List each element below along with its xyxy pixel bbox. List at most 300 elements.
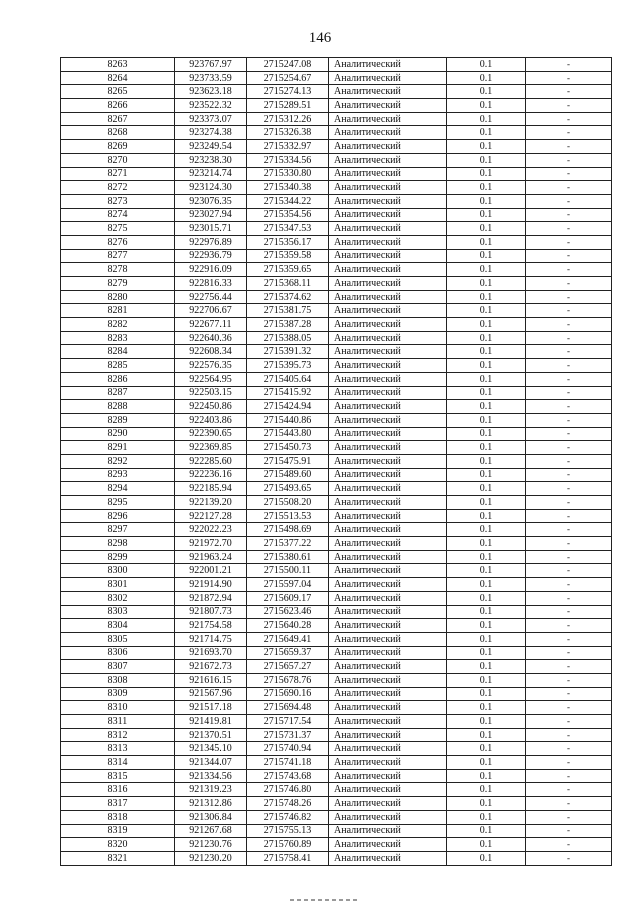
table-row — [61, 742, 612, 756]
x-coordinate-cell: 921319.23 — [175, 783, 247, 797]
y-coordinate-cell: 2715391.32 — [247, 345, 329, 359]
method-cell: Аналитический — [329, 550, 447, 564]
y-coordinate-cell: 2715354.56 — [247, 208, 329, 222]
x-coordinate-cell: 921345.10 — [175, 742, 247, 756]
y-coordinate-cell: 2715405.64 — [247, 372, 329, 386]
method-cell: Аналитический — [329, 413, 447, 427]
method-cell: Аналитический — [329, 797, 447, 811]
table-row — [61, 824, 612, 838]
accuracy-cell: 0.1 — [447, 181, 526, 195]
method-cell: Аналитический — [329, 249, 447, 263]
table-row — [61, 509, 612, 523]
x-coordinate-cell: 922916.09 — [175, 263, 247, 277]
y-coordinate-cell: 2715424.94 — [247, 400, 329, 414]
accuracy-cell: 0.1 — [447, 578, 526, 592]
method-cell: Аналитический — [329, 496, 447, 510]
table-row — [61, 318, 612, 332]
x-coordinate-cell: 922022.23 — [175, 523, 247, 537]
point-number-cell: 8293 — [61, 468, 175, 482]
accuracy-cell: 0.1 — [447, 290, 526, 304]
method-cell: Аналитический — [329, 591, 447, 605]
x-coordinate-cell: 922403.86 — [175, 413, 247, 427]
x-coordinate-cell: 921370.51 — [175, 728, 247, 742]
point-number-cell: 8302 — [61, 591, 175, 605]
note-cell: - — [526, 824, 612, 838]
point-number-cell: 8271 — [61, 167, 175, 181]
y-coordinate-cell: 2715388.05 — [247, 331, 329, 345]
note-cell: - — [526, 660, 612, 674]
method-cell: Аналитический — [329, 660, 447, 674]
y-coordinate-cell: 2715690.16 — [247, 687, 329, 701]
accuracy-cell: 0.1 — [447, 646, 526, 660]
x-coordinate-cell: 922369.85 — [175, 441, 247, 455]
table-row — [61, 797, 612, 811]
method-cell: Аналитический — [329, 468, 447, 482]
table-row — [61, 660, 612, 674]
note-cell: - — [526, 427, 612, 441]
point-number-cell: 8279 — [61, 277, 175, 291]
point-number-cell: 8300 — [61, 564, 175, 578]
x-coordinate-cell: 922706.67 — [175, 304, 247, 318]
y-coordinate-cell: 2715368.11 — [247, 277, 329, 291]
y-coordinate-cell: 2715475.91 — [247, 454, 329, 468]
x-coordinate-cell: 921963.24 — [175, 550, 247, 564]
note-cell: - — [526, 359, 612, 373]
table-row — [61, 304, 612, 318]
point-number-cell: 8303 — [61, 605, 175, 619]
y-coordinate-cell: 2715513.53 — [247, 509, 329, 523]
note-cell: - — [526, 331, 612, 345]
note-cell: - — [526, 167, 612, 181]
accuracy-cell: 0.1 — [447, 783, 526, 797]
x-coordinate-cell: 921616.15 — [175, 673, 247, 687]
table-row — [61, 482, 612, 496]
note-cell: - — [526, 482, 612, 496]
method-cell: Аналитический — [329, 153, 447, 167]
x-coordinate-cell: 921419.81 — [175, 715, 247, 729]
accuracy-cell: 0.1 — [447, 359, 526, 373]
note-cell: - — [526, 454, 612, 468]
accuracy-cell: 0.1 — [447, 318, 526, 332]
accuracy-cell: 0.1 — [447, 441, 526, 455]
x-coordinate-cell: 922450.86 — [175, 400, 247, 414]
accuracy-cell: 0.1 — [447, 550, 526, 564]
x-coordinate-cell: 922608.34 — [175, 345, 247, 359]
y-coordinate-cell: 2715359.58 — [247, 249, 329, 263]
accuracy-cell: 0.1 — [447, 400, 526, 414]
method-cell: Аналитический — [329, 331, 447, 345]
x-coordinate-cell: 923733.59 — [175, 71, 247, 85]
accuracy-cell: 0.1 — [447, 331, 526, 345]
point-number-cell: 8299 — [61, 550, 175, 564]
note-cell: - — [526, 742, 612, 756]
note-cell: - — [526, 496, 612, 510]
table-row — [61, 194, 612, 208]
table-row — [61, 181, 612, 195]
point-number-cell: 8313 — [61, 742, 175, 756]
method-cell: Аналитический — [329, 619, 447, 633]
table-row — [61, 496, 612, 510]
accuracy-cell: 0.1 — [447, 85, 526, 99]
y-coordinate-cell: 2715359.65 — [247, 263, 329, 277]
table-row — [61, 838, 612, 852]
y-coordinate-cell: 2715274.13 — [247, 85, 329, 99]
note-cell: - — [526, 112, 612, 126]
point-number-cell: 8264 — [61, 71, 175, 85]
accuracy-cell: 0.1 — [447, 372, 526, 386]
y-coordinate-cell: 2715489.60 — [247, 468, 329, 482]
note-cell: - — [526, 838, 612, 852]
x-coordinate-cell: 922185.94 — [175, 482, 247, 496]
table-row — [61, 331, 612, 345]
x-coordinate-cell: 923015.71 — [175, 222, 247, 236]
y-coordinate-cell: 2715500.11 — [247, 564, 329, 578]
accuracy-cell: 0.1 — [447, 235, 526, 249]
point-number-cell: 8280 — [61, 290, 175, 304]
table-row — [61, 85, 612, 99]
point-number-cell: 8268 — [61, 126, 175, 140]
method-cell: Аналитический — [329, 181, 447, 195]
table-row — [61, 591, 612, 605]
table-row — [61, 427, 612, 441]
method-cell: Аналитический — [329, 454, 447, 468]
accuracy-cell: 0.1 — [447, 591, 526, 605]
x-coordinate-cell: 921306.84 — [175, 810, 247, 824]
y-coordinate-cell: 2715493.65 — [247, 482, 329, 496]
x-coordinate-cell: 922936.79 — [175, 249, 247, 263]
method-cell: Аналитический — [329, 71, 447, 85]
point-number-cell: 8266 — [61, 99, 175, 113]
table-row — [61, 468, 612, 482]
note-cell: - — [526, 263, 612, 277]
coordinates-table — [60, 57, 612, 866]
note-cell: - — [526, 413, 612, 427]
y-coordinate-cell: 2715678.76 — [247, 673, 329, 687]
accuracy-cell: 0.1 — [447, 728, 526, 742]
point-number-cell: 8281 — [61, 304, 175, 318]
method-cell: Аналитический — [329, 194, 447, 208]
accuracy-cell: 0.1 — [447, 208, 526, 222]
table-row — [61, 71, 612, 85]
method-cell: Аналитический — [329, 605, 447, 619]
point-number-cell: 8301 — [61, 578, 175, 592]
table-row — [61, 578, 612, 592]
point-number-cell: 8274 — [61, 208, 175, 222]
x-coordinate-cell: 922285.60 — [175, 454, 247, 468]
table-row — [61, 153, 612, 167]
point-number-cell: 8304 — [61, 619, 175, 633]
table-row — [61, 208, 612, 222]
note-cell: - — [526, 441, 612, 455]
accuracy-cell: 0.1 — [447, 632, 526, 646]
y-coordinate-cell: 2715740.94 — [247, 742, 329, 756]
y-coordinate-cell: 2715508.20 — [247, 496, 329, 510]
x-coordinate-cell: 922503.15 — [175, 386, 247, 400]
y-coordinate-cell: 2715380.61 — [247, 550, 329, 564]
y-coordinate-cell: 2715395.73 — [247, 359, 329, 373]
accuracy-cell: 0.1 — [447, 153, 526, 167]
point-number-cell: 8292 — [61, 454, 175, 468]
x-coordinate-cell: 922139.20 — [175, 496, 247, 510]
x-coordinate-cell: 923214.74 — [175, 167, 247, 181]
x-coordinate-cell: 921267.68 — [175, 824, 247, 838]
y-coordinate-cell: 2715254.67 — [247, 71, 329, 85]
table-row — [61, 564, 612, 578]
table-row — [61, 167, 612, 181]
note-cell: - — [526, 468, 612, 482]
point-number-cell: 8312 — [61, 728, 175, 742]
accuracy-cell: 0.1 — [447, 619, 526, 633]
method-cell: Аналитический — [329, 304, 447, 318]
x-coordinate-cell: 922236.16 — [175, 468, 247, 482]
x-coordinate-cell: 921334.56 — [175, 769, 247, 783]
point-number-cell: 8309 — [61, 687, 175, 701]
table-row — [61, 263, 612, 277]
table-row — [61, 783, 612, 797]
x-coordinate-cell: 921517.18 — [175, 701, 247, 715]
note-cell: - — [526, 509, 612, 523]
method-cell: Аналитический — [329, 126, 447, 140]
method-cell: Аналитический — [329, 509, 447, 523]
table-row — [61, 235, 612, 249]
method-cell: Аналитический — [329, 482, 447, 496]
method-cell: Аналитический — [329, 99, 447, 113]
accuracy-cell: 0.1 — [447, 673, 526, 687]
method-cell: Аналитический — [329, 112, 447, 126]
x-coordinate-cell: 921972.70 — [175, 537, 247, 551]
point-number-cell: 8286 — [61, 372, 175, 386]
accuracy-cell: 0.1 — [447, 742, 526, 756]
point-number-cell: 8275 — [61, 222, 175, 236]
note-cell: - — [526, 851, 612, 865]
x-coordinate-cell: 921807.73 — [175, 605, 247, 619]
note-cell: - — [526, 783, 612, 797]
accuracy-cell: 0.1 — [447, 194, 526, 208]
table-row — [61, 372, 612, 386]
note-cell: - — [526, 756, 612, 770]
y-coordinate-cell: 2715387.28 — [247, 318, 329, 332]
x-coordinate-cell: 921754.58 — [175, 619, 247, 633]
x-coordinate-cell: 921672.73 — [175, 660, 247, 674]
point-number-cell: 8269 — [61, 140, 175, 154]
x-coordinate-cell: 922640.36 — [175, 331, 247, 345]
accuracy-cell: 0.1 — [447, 222, 526, 236]
method-cell: Аналитический — [329, 58, 447, 72]
y-coordinate-cell: 2715640.28 — [247, 619, 329, 633]
y-coordinate-cell: 2715741.18 — [247, 756, 329, 770]
y-coordinate-cell: 2715443.80 — [247, 427, 329, 441]
table-row — [61, 550, 612, 564]
point-number-cell: 8316 — [61, 783, 175, 797]
coordinates-table-body — [61, 58, 612, 866]
x-coordinate-cell: 922677.11 — [175, 318, 247, 332]
point-number-cell: 8263 — [61, 58, 175, 72]
table-row — [61, 277, 612, 291]
point-number-cell: 8291 — [61, 441, 175, 455]
table-row — [61, 140, 612, 154]
point-number-cell: 8295 — [61, 496, 175, 510]
point-number-cell: 8321 — [61, 851, 175, 865]
note-cell: - — [526, 728, 612, 742]
method-cell: Аналитический — [329, 578, 447, 592]
point-number-cell: 8282 — [61, 318, 175, 332]
x-coordinate-cell: 923249.54 — [175, 140, 247, 154]
accuracy-cell: 0.1 — [447, 838, 526, 852]
note-cell: - — [526, 619, 612, 633]
x-coordinate-cell: 922756.44 — [175, 290, 247, 304]
accuracy-cell: 0.1 — [447, 454, 526, 468]
method-cell: Аналитический — [329, 564, 447, 578]
note-cell: - — [526, 673, 612, 687]
point-number-cell: 8296 — [61, 509, 175, 523]
method-cell: Аналитический — [329, 167, 447, 181]
accuracy-cell: 0.1 — [447, 824, 526, 838]
accuracy-cell: 0.1 — [447, 71, 526, 85]
note-cell: - — [526, 715, 612, 729]
y-coordinate-cell: 2715659.37 — [247, 646, 329, 660]
point-number-cell: 8277 — [61, 249, 175, 263]
table-row — [61, 345, 612, 359]
x-coordinate-cell: 923274.38 — [175, 126, 247, 140]
y-coordinate-cell: 2715755.13 — [247, 824, 329, 838]
y-coordinate-cell: 2715326.38 — [247, 126, 329, 140]
point-number-cell: 8270 — [61, 153, 175, 167]
x-coordinate-cell: 921914.90 — [175, 578, 247, 592]
point-number-cell: 8307 — [61, 660, 175, 674]
accuracy-cell: 0.1 — [447, 509, 526, 523]
x-coordinate-cell: 922390.65 — [175, 427, 247, 441]
point-number-cell: 8289 — [61, 413, 175, 427]
method-cell: Аналитический — [329, 851, 447, 865]
note-cell: - — [526, 153, 612, 167]
accuracy-cell: 0.1 — [447, 756, 526, 770]
note-cell: - — [526, 386, 612, 400]
point-number-cell: 8284 — [61, 345, 175, 359]
note-cell: - — [526, 810, 612, 824]
y-coordinate-cell: 2715609.17 — [247, 591, 329, 605]
method-cell: Аналитический — [329, 715, 447, 729]
accuracy-cell: 0.1 — [447, 99, 526, 113]
x-coordinate-cell: 921693.70 — [175, 646, 247, 660]
method-cell: Аналитический — [329, 345, 447, 359]
x-coordinate-cell: 923076.35 — [175, 194, 247, 208]
table-row — [61, 386, 612, 400]
y-coordinate-cell: 2715415.92 — [247, 386, 329, 400]
footer-stamp-mark — [290, 899, 360, 901]
table-row — [61, 605, 612, 619]
note-cell: - — [526, 194, 612, 208]
table-row — [61, 99, 612, 113]
x-coordinate-cell: 921312.86 — [175, 797, 247, 811]
point-number-cell: 8283 — [61, 331, 175, 345]
y-coordinate-cell: 2715717.54 — [247, 715, 329, 729]
y-coordinate-cell: 2715440.86 — [247, 413, 329, 427]
method-cell: Аналитический — [329, 838, 447, 852]
note-cell: - — [526, 85, 612, 99]
method-cell: Аналитический — [329, 140, 447, 154]
note-cell: - — [526, 646, 612, 660]
y-coordinate-cell: 2715330.80 — [247, 167, 329, 181]
x-coordinate-cell: 922001.21 — [175, 564, 247, 578]
table-row — [61, 413, 612, 427]
note-cell: - — [526, 58, 612, 72]
accuracy-cell: 0.1 — [447, 167, 526, 181]
note-cell: - — [526, 277, 612, 291]
point-number-cell: 8314 — [61, 756, 175, 770]
table-row — [61, 400, 612, 414]
note-cell: - — [526, 290, 612, 304]
accuracy-cell: 0.1 — [447, 660, 526, 674]
x-coordinate-cell: 922816.33 — [175, 277, 247, 291]
note-cell: - — [526, 701, 612, 715]
note-cell: - — [526, 564, 612, 578]
method-cell: Аналитический — [329, 742, 447, 756]
accuracy-cell: 0.1 — [447, 427, 526, 441]
accuracy-cell: 0.1 — [447, 304, 526, 318]
accuracy-cell: 0.1 — [447, 605, 526, 619]
y-coordinate-cell: 2715760.89 — [247, 838, 329, 852]
table-row — [61, 728, 612, 742]
y-coordinate-cell: 2715312.26 — [247, 112, 329, 126]
table-row — [61, 756, 612, 770]
method-cell: Аналитический — [329, 824, 447, 838]
point-number-cell: 8287 — [61, 386, 175, 400]
table-row — [61, 537, 612, 551]
point-number-cell: 8265 — [61, 85, 175, 99]
method-cell: Аналитический — [329, 756, 447, 770]
accuracy-cell: 0.1 — [447, 413, 526, 427]
table-row — [61, 701, 612, 715]
table-row — [61, 126, 612, 140]
table-row — [61, 290, 612, 304]
accuracy-cell: 0.1 — [447, 537, 526, 551]
y-coordinate-cell: 2715498.69 — [247, 523, 329, 537]
note-cell: - — [526, 523, 612, 537]
y-coordinate-cell: 2715347.53 — [247, 222, 329, 236]
point-number-cell: 8273 — [61, 194, 175, 208]
method-cell: Аналитический — [329, 277, 447, 291]
y-coordinate-cell: 2715289.51 — [247, 99, 329, 113]
method-cell: Аналитический — [329, 632, 447, 646]
method-cell: Аналитический — [329, 523, 447, 537]
accuracy-cell: 0.1 — [447, 277, 526, 291]
point-number-cell: 8278 — [61, 263, 175, 277]
y-coordinate-cell: 2715450.73 — [247, 441, 329, 455]
accuracy-cell: 0.1 — [447, 810, 526, 824]
y-coordinate-cell: 2715746.82 — [247, 810, 329, 824]
method-cell: Аналитический — [329, 400, 447, 414]
point-number-cell: 8308 — [61, 673, 175, 687]
note-cell: - — [526, 769, 612, 783]
point-number-cell: 8305 — [61, 632, 175, 646]
accuracy-cell: 0.1 — [447, 468, 526, 482]
y-coordinate-cell: 2715344.22 — [247, 194, 329, 208]
accuracy-cell: 0.1 — [447, 851, 526, 865]
x-coordinate-cell: 921714.75 — [175, 632, 247, 646]
table-row — [61, 851, 612, 865]
y-coordinate-cell: 2715356.17 — [247, 235, 329, 249]
accuracy-cell: 0.1 — [447, 58, 526, 72]
note-cell: - — [526, 235, 612, 249]
x-coordinate-cell: 922127.28 — [175, 509, 247, 523]
y-coordinate-cell: 2715332.97 — [247, 140, 329, 154]
table-row — [61, 249, 612, 263]
accuracy-cell: 0.1 — [447, 496, 526, 510]
point-number-cell: 8276 — [61, 235, 175, 249]
x-coordinate-cell: 923522.32 — [175, 99, 247, 113]
x-coordinate-cell: 923767.97 — [175, 58, 247, 72]
x-coordinate-cell: 923238.30 — [175, 153, 247, 167]
